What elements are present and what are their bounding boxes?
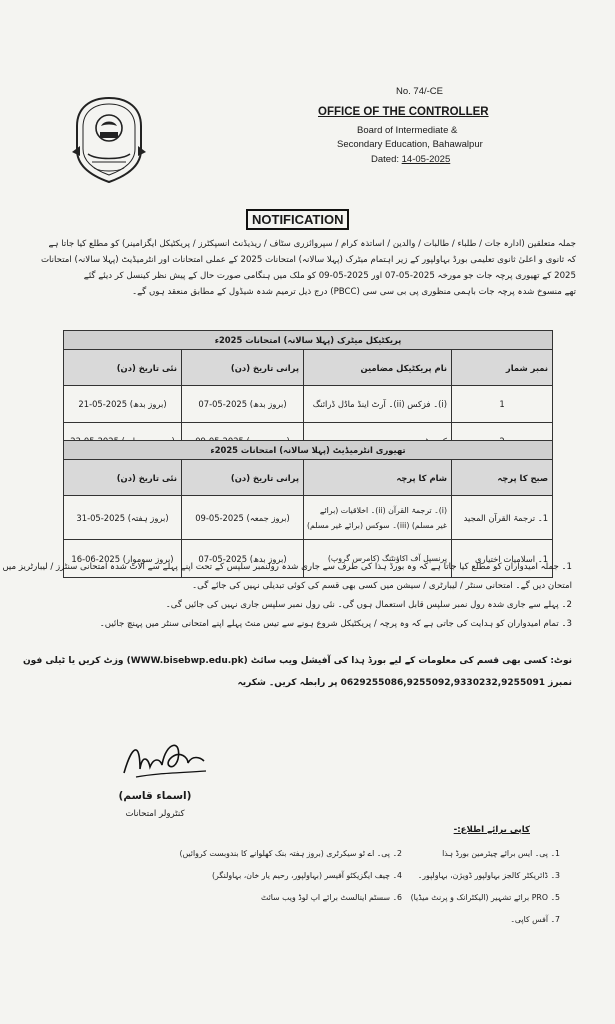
evening-paper: پرنسپل آف اکاؤنٹنگ (کامرس گروپ): [304, 540, 452, 578]
old-day: (بروز جمعہ): [246, 512, 290, 523]
copies-left-column: [170, 843, 402, 909]
copy-item: 2۔ پی۔ اے ٹو سیکرٹری (بروز ہفتہ بنک کھلوانے کا بندوبست کروائیں): [179, 849, 402, 858]
new-day: (بروز ہفتہ): [127, 512, 169, 523]
old-date: 09-05-2025: [195, 512, 244, 523]
col-new-date: نئی تاریخ (دن): [64, 460, 182, 496]
morning-paper: 1۔ ترجمۃ القرآن المجید: [452, 496, 553, 540]
copy-item: 4۔ چیف ایگزیکٹو آفیسر (بہاولپور، رحیم یار خان، بہاولنگر): [211, 871, 402, 880]
copy-item: 3۔ ڈائریکٹر کالجز بہاولپور ڈویژن، بہاولپور۔: [417, 871, 560, 880]
old-day: (بروز بدھ): [249, 553, 287, 564]
copy-item: 5۔ PRO برائے تشہیر (الیکٹرانک و پرنٹ میڈیا): [410, 893, 560, 902]
table-row: [64, 496, 553, 540]
intro-paragraph: [40, 236, 576, 300]
copy-item: 6۔ سسٹم اینالسٹ برائے اپ لوڈ ویب سائٹ: [260, 893, 402, 902]
dated-line: [371, 153, 450, 166]
col-practical-subjects: نام پریکٹیکل مضامین: [304, 350, 452, 386]
morning-paper: 1۔ اسلامیات اختیاری: [452, 540, 553, 578]
evening-paper-line: (i)۔ ترجمۃ القرآن (ii)۔ اخلاقیات (برائے: [319, 505, 447, 515]
evening-paper-line: غیر مسلم) (iii)۔ سوکس (برائے غیر مسلم): [306, 520, 447, 530]
copy-item: 1۔ پی۔ ایس برائے چیئرمین بورڈ ہذا: [442, 849, 560, 858]
copy-heading: کاپی برائے اطلاع:-: [453, 825, 530, 835]
col-evening-paper: شام کا پرچہ: [304, 460, 452, 496]
col-morning-paper: صبح کا پرچہ: [452, 460, 553, 496]
dated-label: Dated:: [371, 154, 402, 165]
notes-block: [2, 558, 572, 634]
subject: (i)۔ فزکس (ii)۔ آرٹ اینڈ ماڈل ڈرائنگ: [304, 386, 452, 423]
col-old-date: پرانی تاریخ (دن): [182, 350, 304, 386]
table-row: [64, 386, 553, 423]
note-line: امتحان دیں گے۔ امتحانی سنٹر / لیبارٹری / سیشن میں کسی بھی قسم کی کوئی تبدیلی نہیں کی جائے گی۔: [192, 581, 572, 591]
signatory-designation: کنٹرولر امتحانات: [125, 809, 185, 819]
board-name-line2: Secondary Education, Bahawalpur: [337, 139, 483, 150]
new-date: 16-06-2025: [71, 553, 121, 564]
note-line: 2۔ پہلے سے جاری شدہ رول نمبر سلپس قابل استعمال ہوں گی۔ نئی رول نمبر سلپس جاری نہیں کی جائیں گی۔: [165, 600, 572, 610]
copy-item: 7۔ آفس کاپی۔: [510, 915, 560, 924]
office-title: OFFICE OF THE CONTROLLER: [318, 106, 489, 118]
contact-note: [23, 650, 572, 694]
new-date: 21-05-2025: [78, 399, 128, 409]
old-day: (بروز بدھ): [249, 399, 287, 409]
col-old-date: پرانی تاریخ (دن): [182, 460, 304, 496]
dated-value: 14-05-2025: [401, 154, 451, 165]
note-line: 1۔ جملہ امیدواران کو مطلع کیا جاتا ہے کہ وہ بورڈ ہذا کی طرف سے جاری شدہ رولنمبر سلپس کے تحت اپنے پہلے سے الاٹ شدہ امتحانی سنٹرز / لیبارٹریز میں: [2, 562, 572, 572]
serial-number: 1: [452, 386, 553, 423]
inter-table-band: تھیوری انٹرمیڈیٹ (پہلا سالانہ) امتحانات 2025ء: [64, 441, 553, 460]
matric-table-band: پریکٹیکل میٹرک (پہلا سالانہ) امتحانات 2025ء: [64, 331, 553, 350]
new-day: (بروز سوموار): [122, 553, 174, 564]
col-new-date: نئی تاریخ (دن): [64, 350, 182, 386]
contact-line: نوٹ: کسی بھی قسم کی معلومات کے لیے بورڈ ہذا کی آفیشل ویب سائٹ (WWW.bisebwp.edu.pk) وزٹ کریں یا ٹیلی فون: [23, 656, 572, 666]
intro-line: کہ ثانوی و اعلیٰ ثانوی تعلیمی بورڈ بہاولپور کے زیر اہتمام میٹرک (پہلا سالانہ) امتحانات 2025 کے عملی امتحانات اور انٹرمیڈیٹ (پہلا سالانہ) امتحانات: [40, 255, 576, 265]
intro-line: تھے منسوخ شدہ پرچہ جات باہمی منظوری پی بی سی سی (PBCC) درج ذیل ترمیم شدہ شیڈول کے مطابق منعقد ہوں گے۔: [132, 287, 576, 297]
col-serial: نمبر شمار: [452, 350, 553, 386]
old-date: 07-05-2025: [198, 553, 248, 564]
note-line: 3۔ تمام امیدواران کو ہدایت کی جاتی ہے کہ وہ پرچہ / پریکٹیکل شروع ہونے سے تیس منٹ پہلے اپنے امتحانی سنٹر میں پہنچ جائیں۔: [99, 619, 572, 629]
intro-line: 2025 کے تھیوری پرچہ جات جو مورخہ 2025-05-07 اور 2025-05-09 کو ملک میں ہنگامی صورت حال کے پیش نظر کینسل کر دیئے گئے: [83, 271, 576, 281]
signatory-name: (اسماء قاسم): [118, 790, 192, 802]
copies-right-column: [404, 843, 560, 931]
board-emblem-icon: [68, 94, 150, 186]
new-date: 31-05-2025: [76, 512, 126, 523]
new-day: (بروز بدھ): [129, 399, 167, 409]
notification-title: NOTIFICATION: [246, 209, 349, 230]
intro-line: جملہ متعلقین (ادارہ جات / طلباء / طالبات / والدین / اساتذہ کرام / سپروائزری سٹاف / ریذیڈنٹ انسپکٹرز / پریکٹیکل ایگزامینر) کو مطلع کیا جاتا ہے: [48, 239, 576, 249]
contact-line: نمبرز 0629255086,9255092,9330232,9255091 پر رابطہ کریں۔ شکریہ: [237, 678, 572, 688]
board-name-line1: Board of Intermediate &: [357, 125, 458, 136]
signature-graphic: [118, 735, 210, 785]
old-date: 07-05-2025: [198, 399, 248, 409]
reference-number: No. 74/-CE: [396, 86, 443, 97]
